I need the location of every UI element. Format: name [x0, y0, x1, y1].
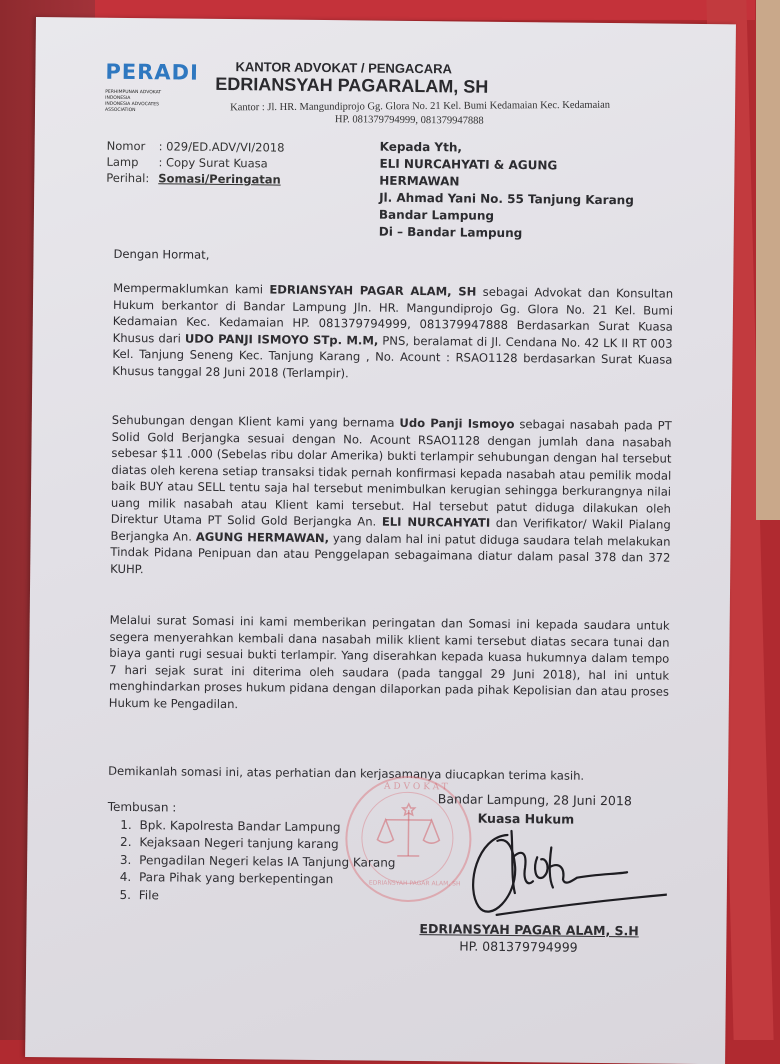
tembusan-item: 5. File [135, 887, 395, 907]
place-date: Bandar Lampung, 28 Juni 2018 [438, 791, 632, 808]
logo-subtitle-line: INDONESIA ADVOCATES ASSOCIATION [105, 102, 185, 115]
meta-perihal [106, 170, 284, 188]
meta-value: : 029/ED.ADV/VI/2018 [159, 139, 285, 154]
paragraph-3: Melalui surat Somasi ini kami memberikan peringatan dan Somasi ini kepada saudara untuk segera menyerahkan kembali dana nasabah milik klient kami tersebut diatas secara tunai dan biaya ganti rugi sesuai bukti terlampir. Yang diserahkan kepada kuasa hukumnya dalam tempo 7 hari sejak surat ini diterima oleh saudara (pada tanggal 29 Juni 2018), hal ini untuk menghindarkan proses hukum pidana dengan dilaporkan pada pihak Kepolisian dan atau proses Hukum ke Pengadilan. [109, 612, 670, 717]
bold-run: Udo Panji Ismoyo [399, 416, 514, 431]
signer-role: Kuasa Hukum [478, 811, 575, 827]
text-run: yang dalam hal ini patut diduga saudara telah melakukan Tindak Pidana Penipuan dan atau Penggelapan sebagaimana diatur dalam pasal 378 dan 372 KUHP. [110, 531, 670, 576]
meta-nomor [107, 138, 285, 156]
recipient-line: ELI NURCAHYATI & AGUNG [379, 156, 634, 176]
logo-subtitle-line: PERHIMPUNAN ADVOKAT INDONESIA [105, 90, 185, 103]
stamp-top-text: ADVOKAT [384, 782, 451, 793]
paragraph-2 [110, 412, 672, 583]
text-run: sebagai Advokat dan Konsultan Hukum berkantor di Bandar Lampung Jln. HR. Mangundiprojo Gg. Glora No. 21 Kel. Bumi Kedamaian Kec. Kedamaian HP. 081379794999, 081379947888 Berdasarkan Surat Kuasa Khusus dari [113, 285, 674, 345]
meta-label: Lamp [106, 154, 158, 171]
letterhead [105, 50, 666, 126]
handwritten-signature-icon [467, 827, 668, 924]
recipient-line: Kepada Yth, [380, 139, 635, 159]
signer-name: EDRIANSYAH PAGAR ALAM, S.H [419, 921, 638, 938]
tembusan-list [107, 816, 396, 907]
peradi-logo: PERADI [105, 60, 199, 85]
letter-page [25, 17, 736, 1064]
meta-subject: Somasi/Peringatan [158, 171, 281, 186]
background-tan-surface [756, 0, 780, 520]
meta-label: Perihal: [106, 170, 158, 187]
office-address: Kantor : Jl. HR. Mangundiprojo Gg. Glora No. 21 Kel. Bumi Kedamaian Kec. Kedamaian [230, 100, 610, 114]
text-run: sebagai nasabah pada PT Solid Gold Berjangka sesuai dengan No. Acount RSAO1128 dengan jumlah dana nasabah sebesar $11 .000 (Sebelas ribu dolar Amerika) bukti terlampir sehubungan dengan hal tersebut diatas oleh kerena setiap transaksi tidak pernah konfirmasi kepada nasabah atau pemilik modal baik BUY atau SELL tentu saja hal tersebut menimbulkan kerugian sehingga berkurangnya nilai uang milik nasabah atau Klient kami tersebut. Hal tersebut patut diduga dilakukan oleh Direktur Utama PT Solid Gold Berjangka An. [111, 417, 672, 529]
peradi-logo-subtitle [105, 90, 185, 115]
text-run: dan Verifikator/ Wakil Pialang Berjangka An. [111, 516, 671, 543]
tembusan-block [107, 799, 396, 907]
office-type: KANTOR ADVOKAT / PENGACARA [235, 59, 452, 76]
recipient-line: HERMAWAN [379, 173, 634, 193]
paragraph-1 [112, 280, 673, 385]
recipient-line: Di – Bandar Lampung [379, 224, 634, 244]
letter-meta [106, 138, 284, 188]
text-run: PNS, beralamat di Jl. Cendana No. 42 LK II RT 003 Kel. Tanjung Seneng Kec. Tanjung Karang , No. Acount : RSAO1128 berdasarkan Surat Kuasa Khusus tanggal 28 Juni 2018 (Terlampir). [112, 333, 672, 380]
tembusan-label: Tembusan : [108, 799, 396, 820]
text-run: Mempermaklumkan kami [113, 281, 269, 297]
bold-run: UDO PANJI ISMOYO STp. M.M, [185, 331, 379, 347]
text-run: Sehubungan dengan Klient kami yang bernama [112, 413, 400, 430]
office-phones: HP. 081379794999, 081379947888 [335, 114, 484, 127]
tembusan-item: 3. Pengadilan Negeri kelas IA Tanjung Karang [135, 852, 395, 872]
bold-run: EDRIANSYAH PAGAR ALAM, SH [269, 282, 476, 298]
tembusan-item: 1. Bpk. Kapolresta Bandar Lampung [135, 817, 395, 837]
meta-label: Nomor [107, 138, 159, 155]
stamp-bottom-text: EDRIANSYAH PAGAR ALAM, SH [369, 880, 461, 888]
meta-lamp [106, 154, 284, 172]
meta-value: : Copy Surat Kuasa [158, 155, 267, 170]
tembusan-item: 2. Kejaksaan Negeri tanjung karang [135, 834, 395, 854]
bold-run: ELI NURCAHYATI [382, 515, 491, 530]
recipient-line: Bandar Lampung [379, 207, 634, 227]
recipient-line: Jl. Ahmad Yani No. 55 Tanjung Karang [379, 190, 634, 210]
recipient-block [379, 139, 635, 244]
office-name: EDRIANSYAH PAGARALAM, SH [215, 74, 488, 98]
tembusan-item: 4. Para Pihak yang berkepentingan [135, 869, 395, 889]
bold-run: AGUNG HERMAWAN, [196, 529, 329, 544]
background-fabric-top [95, 0, 755, 20]
signer-phone: HP. 081379794999 [459, 938, 578, 954]
salutation: Dengan Hormat, [113, 246, 673, 268]
closing-line: Demikanlah somasi ini, atas perhatian dan kerjasamanya diucapkan terima kasih. [108, 763, 668, 785]
